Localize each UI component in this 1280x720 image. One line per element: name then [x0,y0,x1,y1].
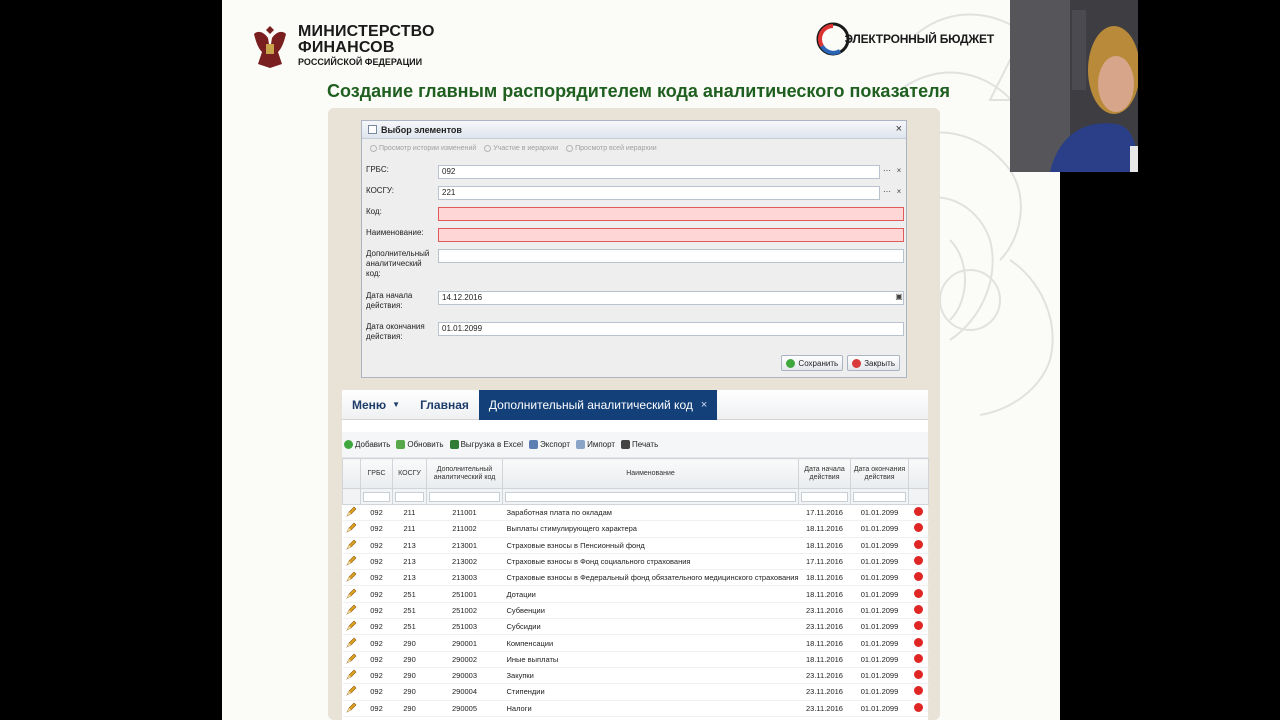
start-date-cell: 18.11.2016 [799,586,851,602]
start-date-cell: 18.11.2016 [799,651,851,667]
header-grbs[interactable]: ГРБС [361,459,393,489]
presentation-slide [222,0,1060,720]
table-row[interactable] [343,553,929,569]
kosgu-cell: 251 [393,586,427,602]
grbs-cell: 092 [361,537,393,553]
pencil-icon[interactable] [346,669,357,680]
code-cell: 290002 [427,651,503,667]
code-cell: 211002 [427,521,503,537]
code-cell: 213002 [427,553,503,569]
edit-cell[interactable] [343,684,361,700]
save-button[interactable]: Сохранить [781,355,843,371]
end-date-cell: 01.01.2099 [851,651,909,667]
table-row[interactable] [343,602,929,618]
delete-icon[interactable] [914,686,923,695]
delete-cell[interactable] [909,684,929,700]
pencil-icon[interactable] [346,555,357,566]
grbs-cell: 092 [361,667,393,683]
name-cell: Субвенции [503,602,799,618]
table-header-row [343,459,929,489]
application-window [328,108,940,720]
edit-cell[interactable] [343,700,361,716]
pencil-icon[interactable] [346,702,357,713]
additional-code-tab[interactable]: Дополнительный аналитический код × [479,390,717,420]
refresh-button[interactable]: Обновить [396,440,443,449]
excel-export-button[interactable]: Выгрузка в Excel [450,440,523,449]
grbs-cell: 092 [361,570,393,586]
import-button[interactable]: Импорт [576,440,615,449]
header-end-date[interactable]: Дата окончания действия [851,459,909,489]
table-row[interactable] [343,700,929,716]
name-row [366,228,904,244]
edit-cell[interactable] [343,537,361,553]
header-start-date[interactable]: Дата начала действия [799,459,851,489]
start-date-cell: 23.11.2016 [799,700,851,716]
edit-cell[interactable] [343,553,361,569]
dialog-close-icon[interactable]: × [895,123,902,135]
kosgu-cell: 211 [393,521,427,537]
name-cell: Заработная плата по окладам [503,505,799,521]
end-date-cell: 01.01.2099 [851,700,909,716]
delete-icon[interactable] [914,703,923,712]
kosgu-clear-icon[interactable]: × [896,187,902,196]
start-date-label: Дата начала действия: [366,291,413,310]
edit-cell[interactable] [343,505,361,521]
edit-cell[interactable] [343,586,361,602]
grbs-cell: 092 [361,553,393,569]
end-date-cell: 01.01.2099 [851,684,909,700]
kosgu-row [366,186,904,202]
grbs-cell: 092 [361,635,393,651]
kosgu-cell: 290 [393,684,427,700]
grbs-cell: 092 [361,521,393,537]
filter-row [343,489,929,505]
code-cell: 213003 [427,570,503,586]
code-cell: 290005 [427,700,503,716]
delete-cell[interactable] [909,537,929,553]
delete-icon[interactable] [914,670,923,679]
grid-toolbar [342,432,928,458]
hierarchy-participation-button[interactable]: Участие в иерархии [484,145,558,152]
additional-code-field[interactable] [438,249,904,263]
delete-icon[interactable] [914,589,923,598]
name-cell: Страховые взносы в Пенсионный фонд [503,537,799,553]
tab-close-icon[interactable]: × [700,398,708,411]
name-cell: Субсидии [503,619,799,635]
add-button[interactable]: Добавить [344,440,390,449]
header-name[interactable]: Наименование [503,459,799,489]
close-button[interactable]: Закрыть [847,355,900,371]
end-date-label: Дата окончания действия: [366,322,425,341]
additional-code-row [366,249,904,281]
name-cell: Закупки [503,667,799,683]
end-date-row [366,322,904,344]
header-edit [343,459,361,489]
grbs-field[interactable]: 092 [438,165,880,179]
table-row[interactable] [343,651,929,667]
code-cell: 251001 [427,586,503,602]
start-date-cell: 17.11.2016 [799,505,851,521]
double-headed-eagle-icon [248,20,292,72]
grbs-row [366,165,904,181]
grbs-cell: 092 [361,602,393,618]
name-cell: Страховые взносы в Фонд социального страхования [503,553,799,569]
full-hierarchy-button[interactable]: Просмотр всей иерархии [566,145,657,152]
table-row[interactable] [343,684,929,700]
presenter-image [1010,0,1138,172]
end-date-cell: 01.01.2099 [851,602,909,618]
delete-icon[interactable] [914,507,923,516]
filter-kosgu[interactable] [393,489,427,505]
delete-cell[interactable] [909,602,929,618]
grbs-cell: 092 [361,619,393,635]
header-additional-code[interactable]: Дополнительный аналитический код [427,459,503,489]
grbs-cell: 092 [361,684,393,700]
code-row [366,207,904,223]
delete-icon[interactable] [914,523,923,532]
end-date-field[interactable]: 01.01.2099 [438,322,904,336]
name-cell: Выплаты стимулирующего характера [503,521,799,537]
kosgu-cell: 213 [393,570,427,586]
history-button[interactable]: Просмотр истории изменений [370,145,476,152]
pencil-icon[interactable] [346,685,357,696]
table-row[interactable] [343,635,929,651]
code-label: Код: [366,207,382,216]
edit-cell[interactable] [343,521,361,537]
dialog-title: Выбор элементов [381,124,462,135]
slide-title: Создание главным распорядителем кода аналитического показателя [327,81,951,101]
start-date-cell: 23.11.2016 [799,602,851,618]
start-date-cell: 18.11.2016 [799,521,851,537]
dialog-toolbar [362,139,906,157]
grbs-label: ГРБС: [366,165,389,174]
kosgu-cell: 290 [393,667,427,683]
header-delete [909,459,929,489]
hierarchy-icon [484,145,491,152]
code-cell: 251002 [427,602,503,618]
main-content [342,420,928,720]
name-cell: Дотации [503,586,799,602]
grbs-cell: 092 [361,586,393,602]
tree-icon [566,145,573,152]
grbs-clear-icon[interactable]: × [896,166,902,175]
pencil-icon[interactable] [346,620,357,631]
end-date-cell: 01.01.2099 [851,619,909,635]
end-date-cell: 01.01.2099 [851,521,909,537]
start-date-cell: 17.11.2016 [799,553,851,569]
webcam-overlay [1010,0,1138,172]
end-date-cell: 01.01.2099 [851,667,909,683]
filter-code[interactable] [427,489,503,505]
delete-cell[interactable] [909,553,929,569]
grbs-cell: 092 [361,651,393,667]
table-row[interactable] [343,667,929,683]
delete-icon[interactable] [914,654,923,663]
end-date-cell: 01.01.2099 [851,537,909,553]
end-date-cell: 01.01.2099 [851,635,909,651]
edit-cell[interactable] [343,570,361,586]
start-date-row [366,291,904,313]
ministry-line2: ФИНАНСОВ [298,39,395,56]
delete-icon[interactable] [914,572,923,581]
code-field[interactable] [438,207,904,221]
kosgu-cell: 290 [393,635,427,651]
import-icon [576,440,585,449]
delete-cell[interactable] [909,619,929,635]
edit-cell[interactable] [343,651,361,667]
excel-icon [450,440,459,449]
dialog-buttons [781,355,900,371]
table-row[interactable] [343,619,929,635]
edit-cell[interactable] [343,619,361,635]
code-cell: 211001 [427,505,503,521]
pencil-icon[interactable] [346,653,357,664]
delete-cell[interactable] [909,521,929,537]
grbs-cell: 092 [361,700,393,716]
kosgu-cell: 211 [393,505,427,521]
code-cell: 290001 [427,635,503,651]
tab-bar [342,390,928,420]
start-date-cell: 18.11.2016 [799,537,851,553]
printer-icon [621,440,630,449]
edit-cell[interactable] [343,667,361,683]
table-row[interactable] [343,570,929,586]
window-icon [368,125,377,134]
print-button[interactable]: Печать [621,440,658,449]
grbs-cell: 092 [361,505,393,521]
close-circle-icon [852,359,861,368]
delete-icon[interactable] [914,621,923,630]
name-cell: Налоги [503,700,799,716]
header-kosgu[interactable]: КОСГУ [393,459,427,489]
brand-name: ЭЛЕКТРОННЫЙ БЮДЖЕТ [844,32,994,46]
name-cell: Иные выплаты [503,651,799,667]
start-date-cell: 23.11.2016 [799,684,851,700]
kosgu-select-icon[interactable]: ⋯ [883,187,891,196]
history-icon [370,145,377,152]
pencil-icon[interactable] [346,637,357,648]
kosgu-cell: 251 [393,602,427,618]
additional-code-label: Дополнительный аналитический код: [366,249,430,278]
delete-cell[interactable] [909,651,929,667]
delete-cell[interactable] [909,505,929,521]
end-date-cell: 01.01.2099 [851,586,909,602]
filter-name[interactable] [503,489,799,505]
export-icon [529,440,538,449]
start-date-cell: 23.11.2016 [799,619,851,635]
filter-start[interactable] [799,489,851,505]
calendar-icon[interactable]: ▣ [895,292,903,301]
kosgu-cell: 213 [393,553,427,569]
table-row[interactable] [343,505,929,521]
pencil-icon[interactable] [346,604,357,615]
code-cell: 290003 [427,667,503,683]
electronic-budget-logo [816,22,994,56]
name-cell: Компенсации [503,635,799,651]
code-cell: 251003 [427,619,503,635]
start-date-cell: 18.11.2016 [799,570,851,586]
codes-table [342,458,929,717]
kosgu-cell: 213 [393,537,427,553]
table-body [343,505,929,717]
table-row[interactable] [343,537,929,553]
delete-icon[interactable] [914,638,923,647]
ministry-line3: РОССИЙСКОЙ ФЕДЕРАЦИИ [298,57,423,67]
home-tab[interactable]: Главная [420,397,469,412]
end-date-cell: 01.01.2099 [851,570,909,586]
filter-end[interactable] [851,489,909,505]
filter-grbs[interactable] [361,489,393,505]
name-label: Наименование: [366,228,424,237]
export-button[interactable]: Экспорт [529,440,570,449]
table-row[interactable] [343,586,929,602]
ministry-logo [248,20,435,72]
name-cell: Стипендии [503,684,799,700]
edit-cell[interactable] [343,635,361,651]
start-date-field[interactable]: 14.12.2016 [438,291,904,305]
delete-cell[interactable] [909,700,929,716]
edit-cell[interactable] [343,602,361,618]
select-elements-dialog [361,120,907,378]
kosgu-cell: 290 [393,700,427,716]
name-field[interactable] [438,228,904,242]
chevron-down-icon: ▼ [392,400,401,409]
code-cell: 290004 [427,684,503,700]
pencil-icon[interactable] [346,506,357,517]
end-date-cell: 01.01.2099 [851,505,909,521]
kosgu-cell: 290 [393,651,427,667]
code-cell: 213001 [427,537,503,553]
dialog-titlebar [362,121,906,139]
delete-icon[interactable] [914,605,923,614]
kosgu-cell: 251 [393,619,427,635]
kosgu-label: КОСГУ: [366,186,395,195]
plus-icon [344,440,353,449]
menu-tab[interactable]: Меню ▼ [352,397,401,412]
refresh-icon [396,440,405,449]
delete-cell[interactable] [909,635,929,651]
start-date-cell: 18.11.2016 [799,635,851,651]
ministry-line1: МИНИСТЕРСТВО [298,23,435,40]
delete-cell[interactable] [909,667,929,683]
filter-empty [343,489,361,505]
filter-empty-2 [909,489,929,505]
pencil-icon[interactable] [346,571,357,582]
pencil-icon[interactable] [346,588,357,599]
table-row[interactable] [343,521,929,537]
end-date-cell: 01.01.2099 [851,553,909,569]
delete-icon[interactable] [914,556,923,565]
pencil-icon[interactable] [346,522,357,533]
kosgu-field[interactable]: 221 [438,186,880,200]
delete-cell[interactable] [909,570,929,586]
delete-cell[interactable] [909,586,929,602]
pencil-icon[interactable] [346,539,357,550]
delete-icon[interactable] [914,540,923,549]
name-cell: Страховые взносы в Федеральный фонд обязательного медицинского страхования [503,570,799,586]
grbs-select-icon[interactable]: ⋯ [883,166,891,175]
check-icon [786,359,795,368]
start-date-cell: 23.11.2016 [799,667,851,683]
